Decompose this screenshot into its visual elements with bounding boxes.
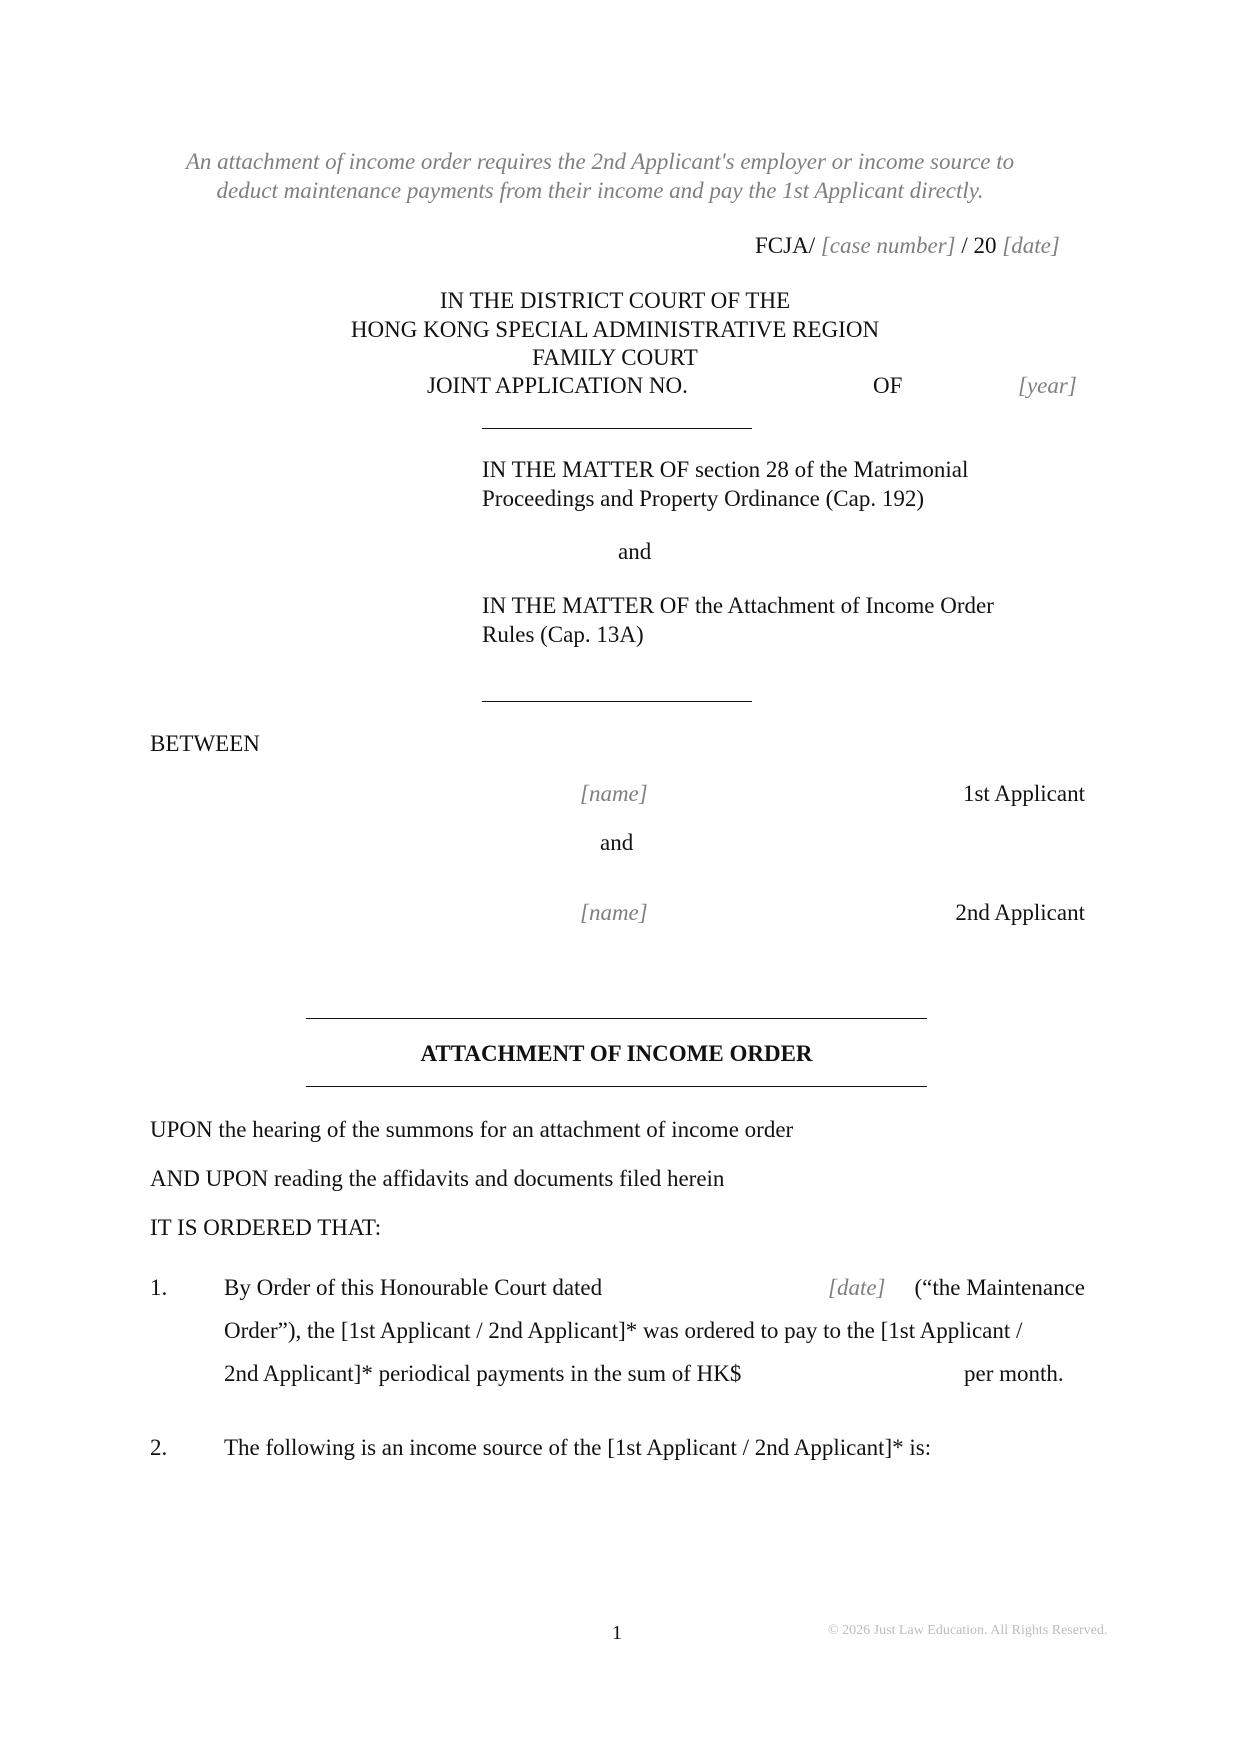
between-label: BETWEEN	[150, 731, 260, 756]
item-1-line-3-tail: per month.	[964, 1361, 1064, 1386]
order-title: ATTACHMENT OF INCOME ORDER	[420, 1041, 813, 1066]
matter-1-line-2: Proceedings and Property Ordinance (Cap. 192)	[482, 486, 924, 511]
item-1-line-1-tail: (“the Maintenance	[914, 1275, 1085, 1300]
case-reference	[755, 231, 1060, 260]
party-2-role: 2nd Applicant	[955, 900, 1085, 925]
item-1-number: 1.	[150, 1275, 168, 1300]
divider-short-1	[482, 428, 752, 429]
intro-note-line-1: An attachment of income order requires the 2nd Applicant's employer or income source to	[185, 149, 1015, 174]
matter-2-line-2: Rules (Cap. 13A)	[482, 622, 644, 647]
item-1-date-placeholder: [date]	[828, 1275, 886, 1300]
court-line-3: FAMILY COURT	[532, 345, 698, 370]
recital-1: UPON the hearing of the summons for an attachment of income order	[150, 1117, 794, 1142]
intro-note-line-2: deduct maintenance payments from their income and pay the 1st Applicant directly.	[216, 178, 984, 203]
case-number-placeholder: [case number]	[820, 233, 956, 258]
item-2-number: 2.	[150, 1435, 168, 1460]
court-line-2: HONG KONG SPECIAL ADMINISTRATIVE REGION	[350, 317, 880, 342]
matter-2-line-1: IN THE MATTER OF the Attachment of Income Order	[482, 593, 994, 618]
recital-2: AND UPON reading the affidavits and documents filed herein	[150, 1166, 725, 1191]
recital-3: IT IS ORDERED THAT:	[150, 1215, 382, 1240]
item-1-line-3-text: 2nd Applicant]* periodical payments in the sum of HK$	[224, 1361, 742, 1386]
copyright-notice: © 2026 Just Law Education. All Rights Reserved.	[828, 1623, 1108, 1638]
item-1-line-1-text: By Order of this Honourable Court dated	[224, 1275, 603, 1300]
case-prefix: FCJA/	[755, 233, 816, 258]
party-2-name-placeholder: [name]	[580, 900, 648, 925]
case-year-separator: / 20	[961, 233, 997, 258]
matter-1-line-1: IN THE MATTER OF section 28 of the Matrimonial	[482, 457, 969, 482]
divider-short-2	[482, 701, 752, 702]
matters-and: and	[618, 539, 652, 564]
item-2-text: The following is an income source of the [1st Applicant / 2nd Applicant]* is:	[224, 1435, 932, 1460]
party-1-name-placeholder: [name]	[580, 781, 648, 806]
year-placeholder: [year]	[1018, 373, 1077, 398]
case-date-placeholder: [date]	[1002, 233, 1060, 258]
title-rule-bottom	[306, 1086, 927, 1087]
parties-and: and	[600, 830, 634, 855]
joint-application-of: OF	[873, 373, 903, 398]
party-1-role: 1st Applicant	[962, 781, 1085, 806]
joint-application-label: JOINT APPLICATION NO.	[427, 373, 688, 398]
court-line-1: IN THE DISTRICT COURT OF THE	[439, 288, 791, 313]
page-number: 1	[612, 1622, 622, 1644]
item-1-line-2: Order”), the [1st Applicant / 2nd Applicant]* was ordered to pay to the [1st Applicant /	[224, 1318, 1023, 1343]
title-rule-top	[306, 1018, 927, 1019]
